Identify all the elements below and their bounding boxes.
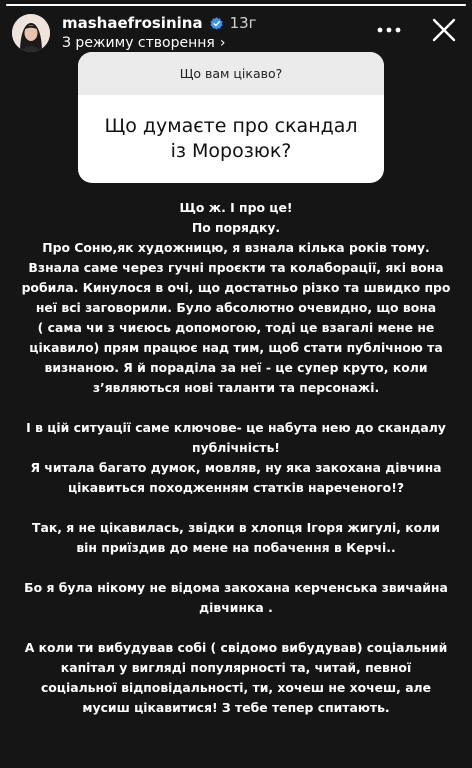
story-paragraph — [0, 418, 472, 498]
avatar-image — [12, 14, 50, 52]
story-text-line: дівчинка . — [199, 600, 273, 615]
story-text-line: Що ж. І про це! — [179, 200, 293, 215]
story-text-line: робила. Кинулося в очі, що достатньо різко та швидко про — [21, 280, 451, 295]
story-text-line: ( сама чи з чиєюсь допомогою, тоді це взагалі мене не — [37, 320, 435, 335]
create-mode-label: З режиму створення — [62, 35, 215, 51]
story-text-line: мусиш цікавитися! З тебе тепер спитають. — [82, 700, 390, 715]
story-text-line: з’являються нові таланти та персонажі. — [92, 380, 380, 395]
story-text-block — [0, 198, 472, 738]
create-mode-link[interactable] — [62, 35, 225, 51]
story-paragraph — [0, 518, 472, 558]
story-text-line: соціальної відповідальності, ти, хочеш не хочеш, але — [40, 680, 432, 695]
story-text-line: Бо я була нікому не відома закохана керченська звичайна — [24, 580, 448, 595]
story-text-line: цікавило) прям працює над тим, щоб стати публічною та — [29, 340, 443, 355]
story-header — [12, 12, 460, 56]
story-text-line: цікавиться походженням статків нареченого!? — [67, 480, 405, 495]
story-paragraph — [0, 638, 472, 718]
story-paragraph — [0, 198, 472, 398]
more-horizontal-icon[interactable] — [376, 18, 402, 42]
story-text-line: капітал у вигляді популярності та, читай, певної — [60, 660, 412, 675]
story-text-line: Я читала багато думок, мовляв, ну яка закохана дівчина — [30, 460, 442, 475]
story-text-line: неї всі заговорили. Було абсолютно очевидно, що вона — [35, 300, 437, 315]
story-text-line: А коли ти вибудував собі ( свідомо вибудував) соціальний — [24, 640, 448, 655]
close-icon[interactable] — [430, 16, 458, 44]
story-paragraph — [0, 578, 472, 618]
story-text-line: Взнала саме через гучні проєкти та колаборації, які вона — [28, 260, 444, 275]
question-sticker-prompt: Що вам цікаво? — [78, 52, 384, 95]
story-time: 13г — [229, 14, 257, 32]
question-line: із Морозюк? — [170, 140, 292, 162]
story-text-line: публічність! — [192, 440, 280, 455]
story-text-line: визнаною. Я й пораділа за неї - це супер круто, коли — [44, 360, 428, 375]
verified-badge-icon — [209, 16, 224, 31]
username-row — [62, 14, 257, 32]
story-progress-bar — [6, 4, 466, 6]
question-sticker-answer — [78, 95, 384, 183]
username[interactable]: mashaefrosinina — [62, 14, 203, 32]
question-line: Що думаєте про скандал — [104, 115, 358, 137]
story-text-line: Так, я не цікавилась, звідки в хлопця Ігоря жигулі, коли — [32, 520, 440, 535]
story-text-line: він приїздив до мене на побачення в Керчі.. — [76, 540, 396, 555]
story-text-line: Про Соню,як художницю, я взнала кілька років тому. — [42, 240, 430, 255]
chevron-right-icon: › — [219, 35, 226, 51]
avatar[interactable] — [12, 14, 50, 52]
story-progress-fill — [6, 4, 466, 6]
story-text-line: По порядку. — [191, 220, 281, 235]
story-text-line: І в цій ситуації саме ключове- це набута нею до скандалу — [26, 420, 446, 435]
question-sticker[interactable] — [78, 52, 384, 183]
